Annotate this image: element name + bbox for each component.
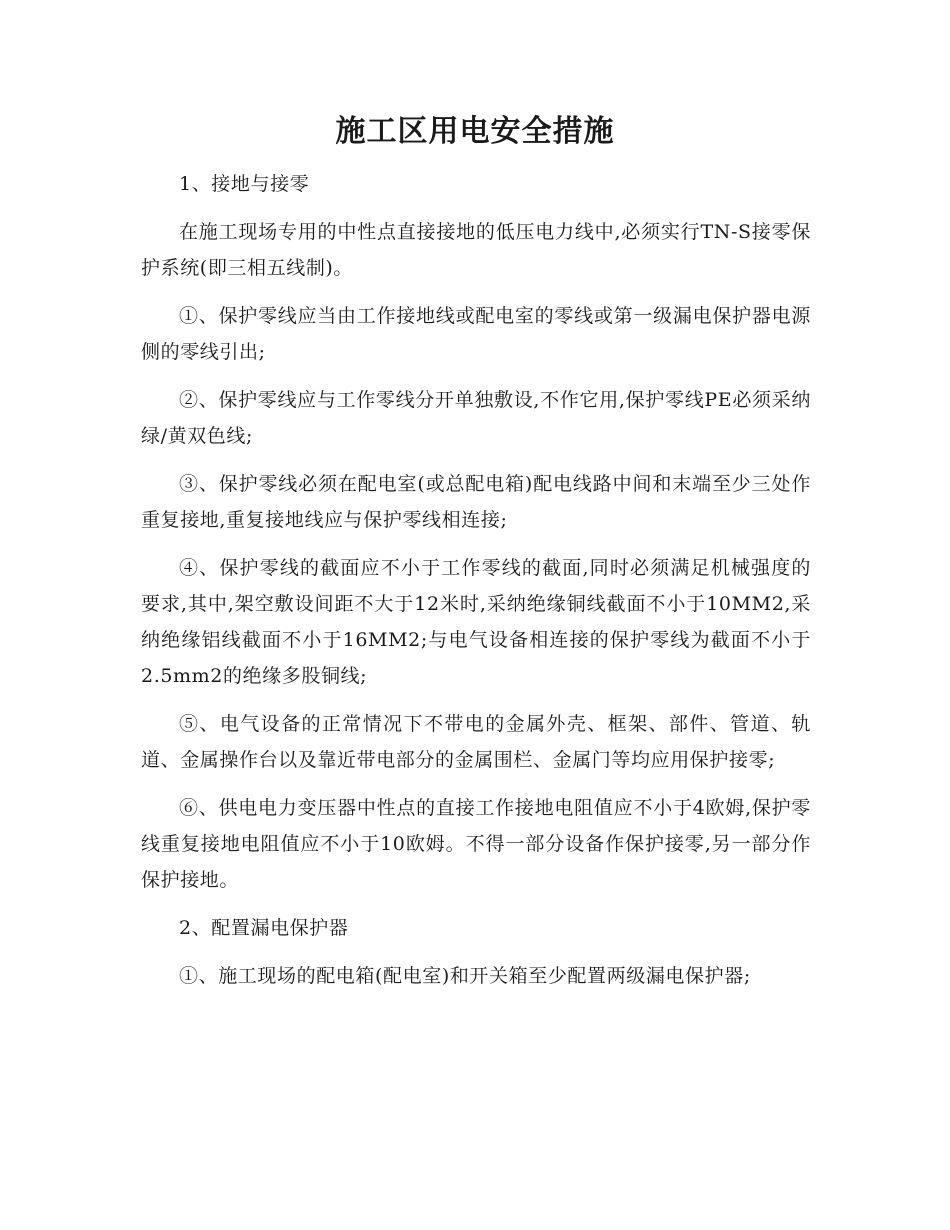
- section-heading-grounding: 1、接地与接零: [179, 173, 310, 195]
- paragraph-item-2: ②、保护零线应与工作零线分开单独敷设,不作它用,保护零线PE必须采纳绿/黄双色线;: [141, 389, 811, 447]
- paragraph-item-1: ①、保护零线应当由工作接地线或配电室的零线或第一级漏电保护器电源侧的零线引出;: [141, 305, 811, 363]
- document-body: [141, 166, 811, 1006]
- paragraph-item-4: ④、保护零线的截面应不小于工作零线的截面,同时必须满足机械强度的要求,其中,架空敷设间距不大于12米时,采纳绝缘铜线截面不小于10MM2,采纳绝缘铝线截面不小于16MM2;与电气设备相连接的保护零线为截面不小于2.5mm2的绝缘多股铜线;: [141, 557, 811, 687]
- paragraph-intro: 在施工现场专用的中性点直接接地的低压电力线中,必须实行TN-S接零保护系统(即三相五线制)。: [141, 221, 811, 279]
- document-title: 施工区用电安全措施: [335, 114, 615, 149]
- section-heading-leakage-protector: 2、配置漏电保护器: [179, 917, 349, 939]
- paragraph-section2-item-1: ①、施工现场的配电箱(配电室)和开关箱至少配置两级漏电保护器;: [179, 965, 751, 987]
- paragraph-item-5: ⑤、电气设备的正常情况下不带电的金属外壳、框架、部件、管道、轨道、金属操作台以及靠近带电部分的金属围栏、金属门等均应用保护接零;: [141, 713, 811, 771]
- paragraph-item-6: ⑥、供电电力变压器中性点的直接工作接地电阻值应不小于4欧姆,保护零线重复接地电阻值应不小于10欧姆。不得一部分设备作保护接零,另一部分作保护接地。: [141, 797, 811, 891]
- paragraph-item-3: ③、保护零线必须在配电室(或总配电箱)配电线路中间和末端至少三处作重复接地,重复接地线应与保护零线相连接;: [141, 473, 811, 531]
